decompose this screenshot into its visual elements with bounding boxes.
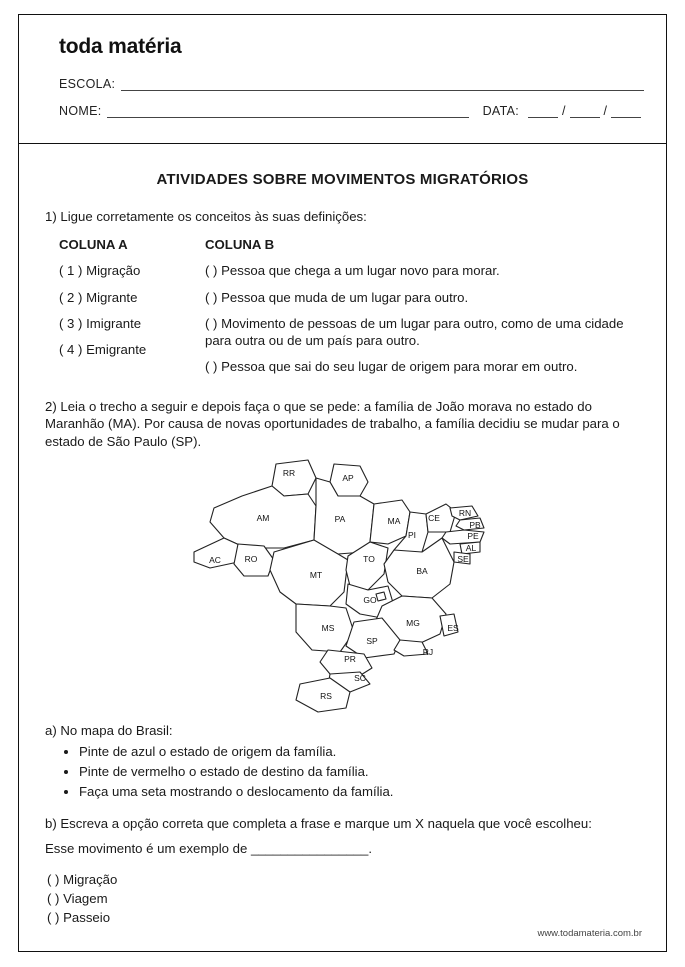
svg-text:CE: CE	[427, 512, 440, 523]
svg-text:SE: SE	[456, 553, 469, 564]
column-b-item[interactable]: ( ) Movimento de pessoas de um lugar para outro, como de uma cidade para outra ou de um país para outro.	[205, 315, 624, 348]
svg-text:RO: RO	[244, 553, 257, 564]
footer-site: www.todamateria.com.br	[537, 928, 642, 939]
svg-text:PI: PI	[407, 529, 416, 540]
svg-text:MG: MG	[405, 617, 420, 628]
svg-text:PR: PR	[343, 653, 356, 664]
data-month-line[interactable]	[570, 107, 600, 118]
page-title: ATIVIDADES SOBRE MOVIMENTOS MIGRATÓRIOS	[156, 171, 529, 188]
column-b	[205, 236, 640, 385]
item-b-label: b) Escreva a opção correta que completa a frase e marque um X naquela que você escolheu:	[45, 815, 592, 831]
data-year-line[interactable]	[611, 107, 641, 118]
data-field-group	[483, 104, 644, 118]
column-a	[45, 236, 205, 385]
svg-text:RN: RN	[458, 507, 471, 518]
worksheet-header	[19, 15, 666, 144]
question-1-statement: 1) Ligue corretamente os conceitos às suas definições:	[45, 209, 367, 225]
column-a-item[interactable]: ( 4 ) Emigrante	[59, 341, 147, 357]
column-b-item[interactable]: ( ) Pessoa que chega a um lugar novo para morar.	[205, 263, 500, 279]
question-2-statement: 2) Leia o trecho a seguir e depois faça o que se pede: a família de João morava no estado do Maranhão (MA). Por causa de novas oportunidades de trabalho, a família decidiu se mudar para o estado de São Paulo (SP).	[45, 399, 620, 449]
svg-text:BA: BA	[415, 565, 428, 576]
column-b-item[interactable]: ( ) Pessoa que sai do seu lugar de origem para morar em outro.	[205, 359, 578, 375]
nome-data-field-row	[59, 104, 644, 118]
svg-text:RS: RS	[319, 690, 332, 701]
svg-text:SC: SC	[353, 672, 366, 683]
data-day-line[interactable]	[528, 107, 558, 118]
svg-text:PE: PE	[466, 530, 479, 541]
list-item: • Pinte de vermelho o estado de destino da família.	[79, 762, 640, 781]
svg-text:GO: GO	[362, 594, 377, 605]
svg-text:MA: MA	[387, 515, 400, 526]
item-a-bullet-list	[45, 742, 640, 801]
svg-text:MS: MS	[321, 622, 334, 633]
escola-input-line[interactable]	[121, 80, 644, 91]
column-a-item[interactable]: ( 3 ) Imigrante	[59, 315, 142, 331]
column-b-header: COLUNA B	[205, 236, 275, 252]
worksheet-content	[19, 144, 666, 927]
data-slash-2: /	[603, 104, 607, 118]
svg-text:MT: MT	[309, 569, 322, 580]
item-b-option[interactable]: ( ) Passeio	[47, 910, 111, 926]
column-a-header: COLUNA A	[59, 236, 128, 252]
matching-columns	[45, 236, 640, 385]
escola-field-row	[59, 77, 644, 91]
svg-text:AC: AC	[208, 554, 221, 565]
svg-text:ES: ES	[446, 622, 459, 633]
list-item: • Pinte de azul o estado de origem da família.	[79, 742, 640, 761]
column-a-item[interactable]: ( 1 ) Migração	[59, 263, 141, 279]
escola-label: ESCOLA:	[59, 77, 116, 91]
nome-input-line[interactable]	[107, 107, 468, 118]
nome-label: NOME:	[59, 104, 102, 118]
svg-text:AP: AP	[341, 472, 354, 483]
svg-text:RJ: RJ	[422, 646, 433, 657]
svg-text:TO: TO	[362, 553, 375, 564]
svg-text:AL: AL	[465, 542, 476, 553]
item-a-label: a) No mapa do Brasil:	[45, 722, 173, 738]
svg-text:PA: PA	[334, 513, 345, 524]
data-slash-1: /	[562, 104, 566, 118]
worksheet-sheet	[18, 14, 667, 952]
data-label: DATA:	[482, 104, 520, 118]
svg-text:PB: PB	[468, 519, 481, 530]
item-b-option[interactable]: ( ) Viagem	[47, 891, 108, 907]
column-a-item[interactable]: ( 2 ) Migrante	[59, 289, 138, 305]
svg-text:RR: RR	[282, 467, 295, 478]
brazil-map-icon[interactable]	[188, 456, 498, 714]
brand-logo: toda matéria	[59, 35, 182, 58]
list-item: • Faça uma seta mostrando o deslocamento da família.	[79, 782, 640, 801]
item-b-option[interactable]: ( ) Migração	[47, 871, 118, 887]
brazil-map-figure	[45, 456, 640, 714]
svg-text:SP: SP	[365, 635, 378, 646]
item-b-sentence: Esse movimento é um exemplo de ________________.	[45, 841, 372, 857]
column-b-item[interactable]: ( ) Pessoa que muda de um lugar para outro.	[205, 289, 469, 305]
svg-text:AM: AM	[256, 512, 269, 523]
